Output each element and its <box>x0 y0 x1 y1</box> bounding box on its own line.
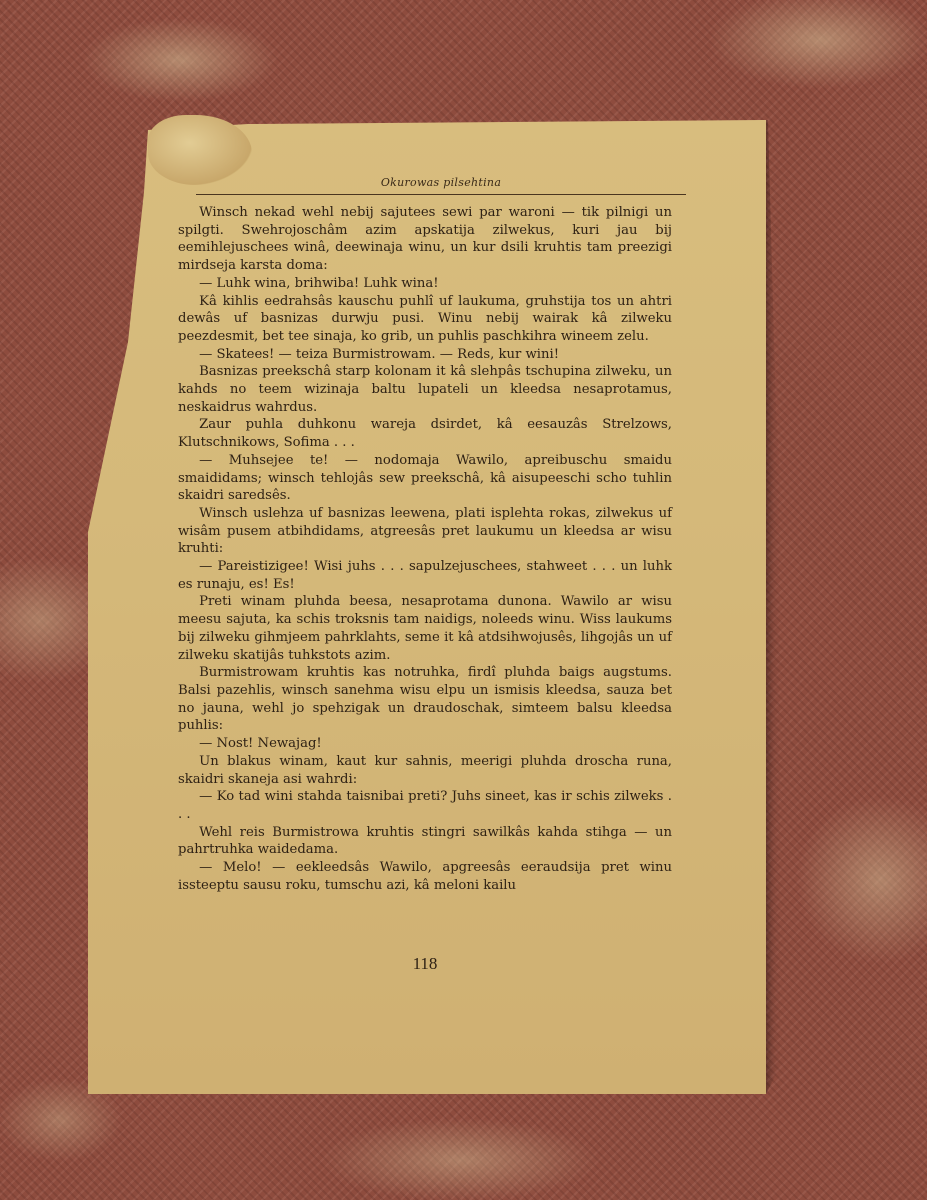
paragraph: — Skatees! — teiza Burmistrowam. — Reds, kur wini! <box>199 346 560 362</box>
running-header: Okurowas pilsehtina <box>380 176 502 189</box>
paragraph: Winsch uslehza uf basnizas leewena, plati isplehta rokas, zilwekus uf wisâm pusem atbihdidams, atgreesâs pret laukumu un kleedsa ar wisu kruhti: <box>178 505 672 557</box>
page-number: 118 <box>412 954 438 973</box>
body-text <box>178 204 672 894</box>
paragraph: Winsch nekad wehl nebij sajutees sewi par waroni — tik pilnigi un spilgti. Swehrojoschâm azim apskatija zilwekus, kuri jau bij eemihlejuschees winâ, deewinaja winu, un kur dsili kruhtis tam preezigi mirdseja karsta doma: <box>178 205 672 274</box>
paragraph: — Melo! — eekleedsâs Wawilo, apgreesâs eeraudsija pret winu issteeptu sausu roku, tumschu azi, kâ meloni kailu <box>178 860 672 893</box>
header-rule <box>196 194 686 195</box>
paragraph: — Nost! Newajag! <box>199 736 322 752</box>
paragraph: — Ko tad wini stahda taisnibai preti? Juhs sineet, kas ir schis zilweks . . . <box>178 789 672 822</box>
paragraph: — Muhsejee te! — nodomaja Wawilo, apreibuschu smaidu smaididams; winsch tehlojâs sew preekschâ, kâ aisupeeschi scho tuhlin skaidri saredsês. <box>178 452 672 504</box>
paragraph: — Pareistizigee! Wisi juhs . . . sapulzejuschees, stahweet . . . un luhk es runaju, es! Es! <box>178 559 672 592</box>
paragraph: Burmistrowam kruhtis kas notruhka, firdî pluhda baigs augstums. Balsi pazehlis, winsch sanehma wisu elpu un ismisis kleedsa, sauza bet no jauna, wehl jo spehzigak un draudoschak, simteem balsu kleedsa puhlis: <box>178 665 672 734</box>
paragraph: — Luhk wina, brihwiba! Luhk wina! <box>199 275 439 291</box>
paragraph: Kâ kihlis eedrahsâs kauschu puhlî uf laukuma, gruhstija tos un ahtri dewâs uf basnizas durwju pusi. Winu nebij wairak kâ zilweku peezdesmit, bet tee sinaja, ko grib, un puhlis paschkihra wineem zelu. <box>178 293 672 344</box>
paragraph: Wehl reis Burmistrowa kruhtis stingri sawilkâs kahda stihga — un pahrtruhka waidedama. <box>178 824 672 858</box>
paragraph: Un blakus winam, kaut kur sahnis, meerigi pluhda droscha runa, skaidri skaneja asi wahrdi: <box>178 753 672 787</box>
paragraph: Preti winam pluhda beesa, nesaprotama dunona. Wawilo ar wisu meesu sajuta, ka schis troksnis tam naidigs, noleeds winu. Wiss laukums bij zilweku gihmjeem pahrklahts, seme it kâ atdsihwojusês, lihgojâs un uf zilweku skatijâs tuhkstots azim. <box>178 594 672 663</box>
paragraph: Zaur puhla duhkonu wareja dsirdet, kâ eesauzâs Strelzows, Klutschnikows, Sofima . . . <box>178 417 672 451</box>
paragraph: Basnizas preekschâ starp kolonam it kâ slehpâs tschupina zilweku, un kahds no teem wizinaja baltu lupateli un kleedsa nesaprotamus, neskaidrus wahrdus. <box>178 364 672 415</box>
